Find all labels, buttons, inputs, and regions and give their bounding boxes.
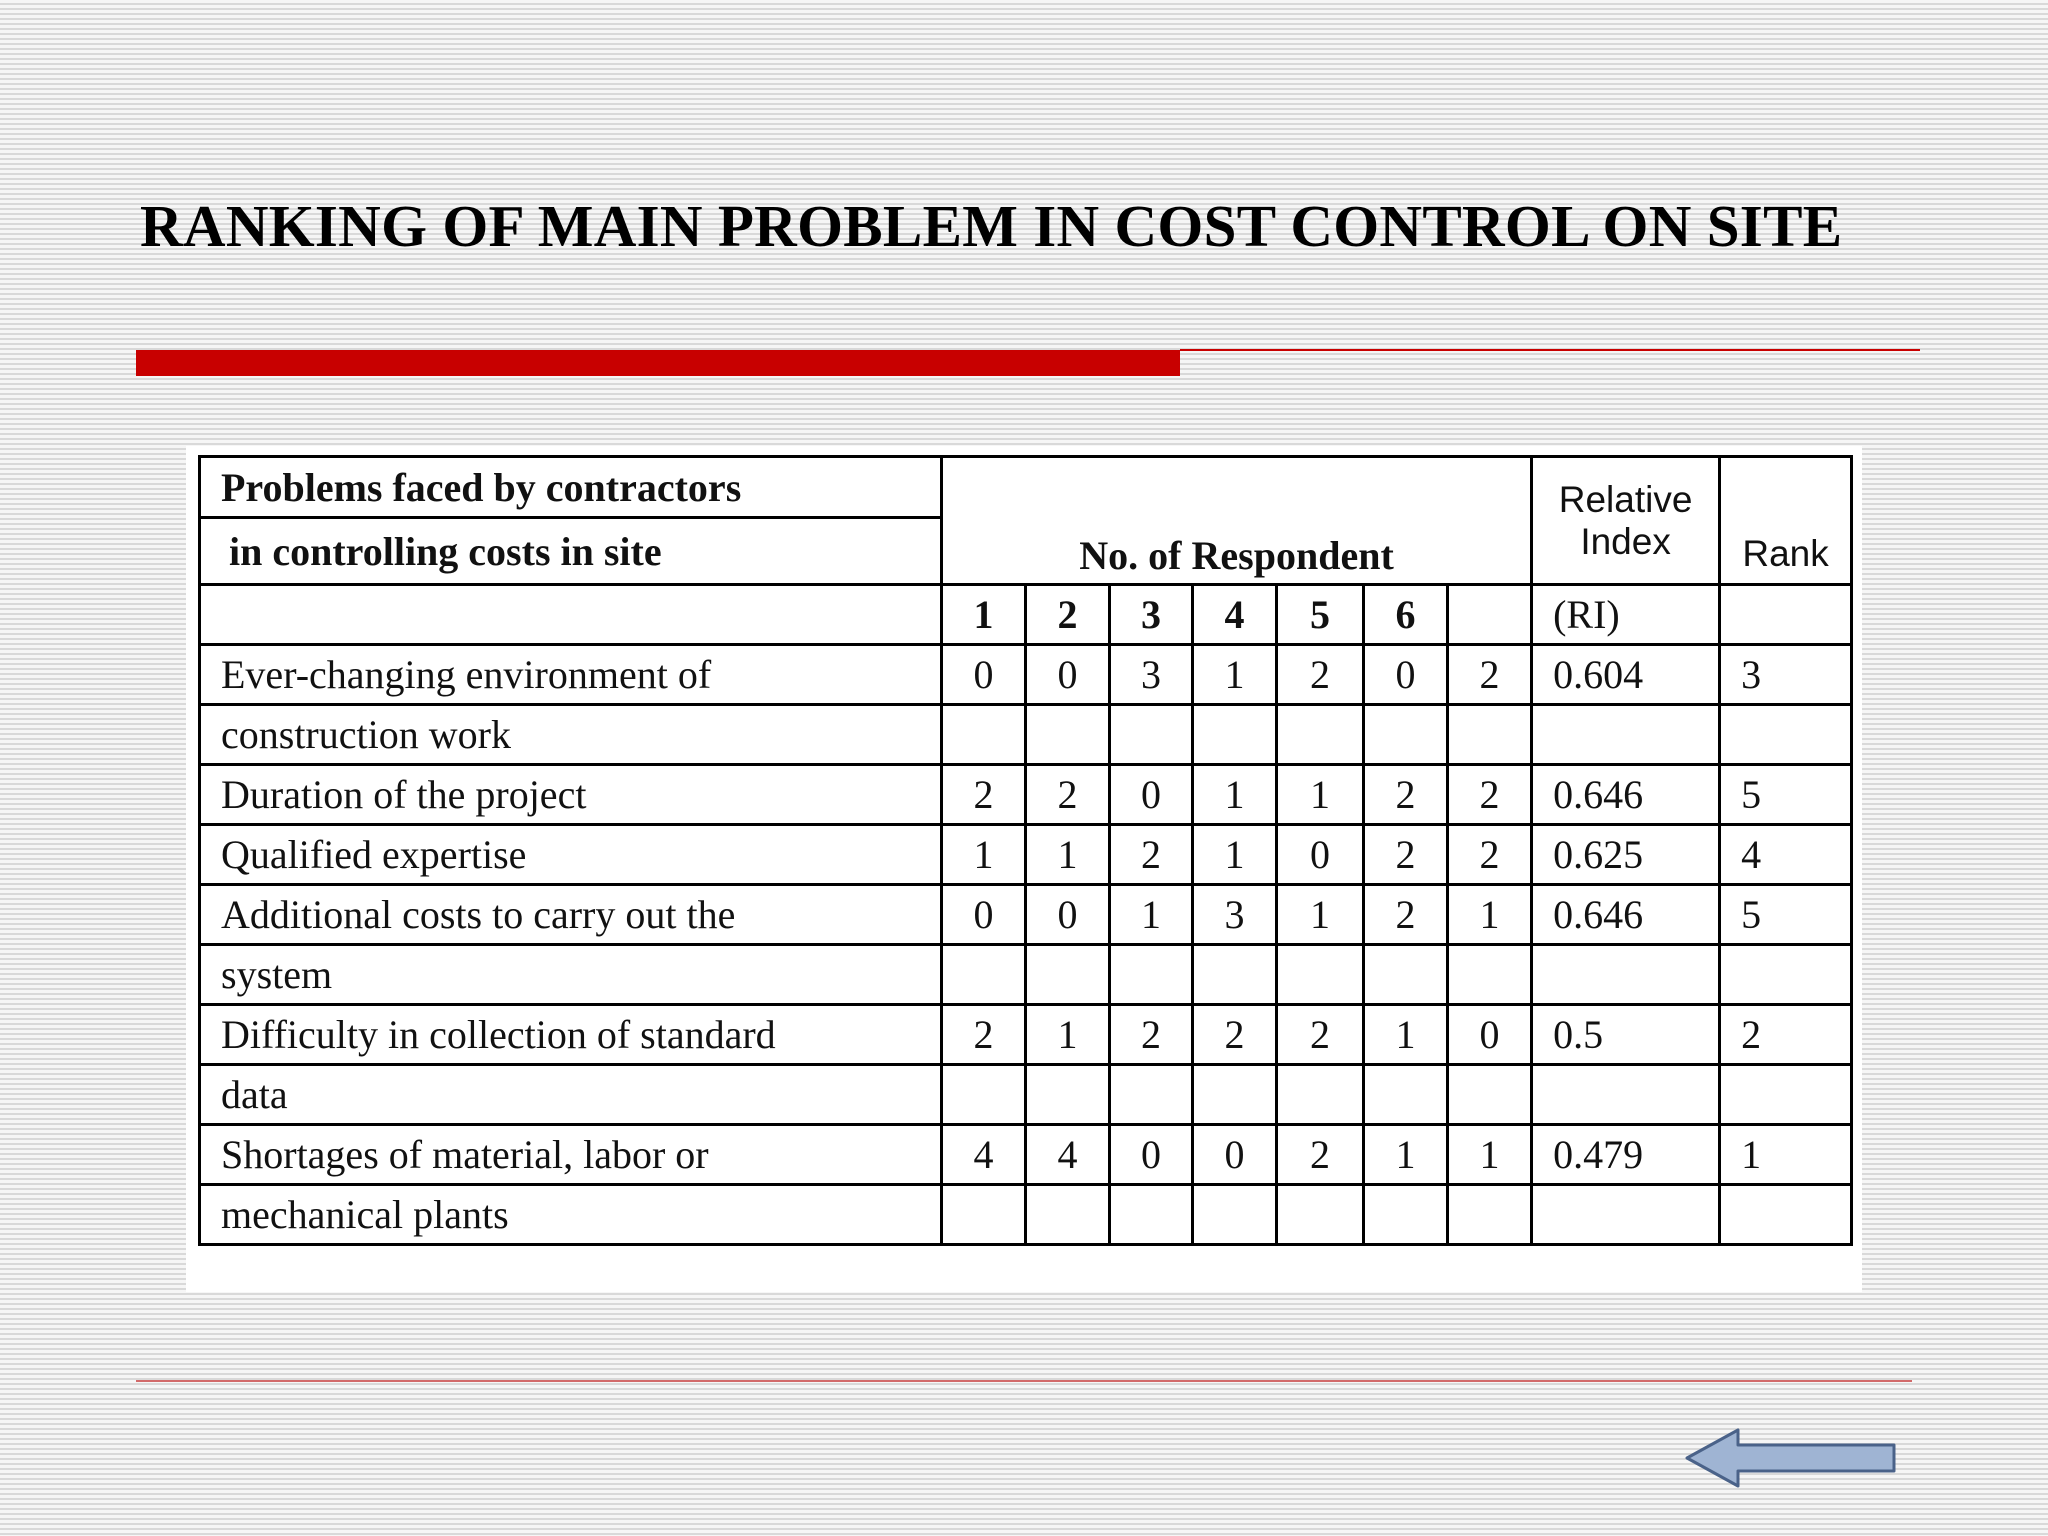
title-underline-thick bbox=[136, 350, 1180, 376]
header-empty-cell bbox=[1720, 585, 1852, 645]
respondent-count-cell: 1 bbox=[1364, 1005, 1448, 1065]
respondent-count-cell: 0 bbox=[1448, 1005, 1532, 1065]
relative-index-cell: 0.479 bbox=[1532, 1125, 1720, 1185]
respondent-count-cell bbox=[942, 1185, 1026, 1245]
respondent-count-cell: 2 bbox=[1277, 1005, 1364, 1065]
respondent-count-cell: 1 bbox=[1277, 765, 1364, 825]
respondent-count-cell bbox=[1193, 945, 1277, 1005]
respondent-count-cell: 2 bbox=[1277, 645, 1364, 705]
respondent-count-cell: 1 bbox=[1193, 825, 1277, 885]
problem-cell: Additional costs to carry out the bbox=[200, 885, 942, 945]
scale-label bbox=[1448, 585, 1532, 645]
problem-cell: Ever-changing environment of bbox=[200, 645, 942, 705]
relative-index-cell bbox=[1532, 1065, 1720, 1125]
respondent-count-cell bbox=[1193, 705, 1277, 765]
respondent-count-cell bbox=[1364, 705, 1448, 765]
problem-cell: Shortages of material, labor or bbox=[200, 1125, 942, 1185]
respondent-count-cell bbox=[1277, 705, 1364, 765]
header-respondents: No. of Respondent bbox=[942, 457, 1532, 585]
scale-label: 1 bbox=[942, 585, 1026, 645]
respondent-count-cell bbox=[1193, 1185, 1277, 1245]
scale-label: 5 bbox=[1277, 585, 1364, 645]
rank-cell bbox=[1720, 945, 1852, 1005]
respondent-count-cell bbox=[1364, 1065, 1448, 1125]
header-ri-line2: Index bbox=[1580, 520, 1671, 562]
respondent-count-cell bbox=[1448, 1065, 1532, 1125]
scale-label: 4 bbox=[1193, 585, 1277, 645]
respondent-count-cell: 2 bbox=[1448, 645, 1532, 705]
respondent-count-cell: 1 bbox=[1193, 645, 1277, 705]
respondent-count-cell bbox=[1448, 705, 1532, 765]
respondent-count-cell: 1 bbox=[1364, 1125, 1448, 1185]
table-row bbox=[200, 885, 1852, 945]
left-arrow-shape[interactable] bbox=[1687, 1430, 1894, 1486]
scale-label: 3 bbox=[1110, 585, 1193, 645]
respondent-count-cell: 1 bbox=[1110, 885, 1193, 945]
header-relative-index bbox=[1532, 457, 1720, 585]
respondent-count-cell: 1 bbox=[1193, 765, 1277, 825]
respondent-count-cell: 1 bbox=[1448, 1125, 1532, 1185]
respondent-count-cell: 2 bbox=[1448, 765, 1532, 825]
respondent-count-cell: 2 bbox=[1193, 1005, 1277, 1065]
rank-cell bbox=[1720, 705, 1852, 765]
header-ri-line1: Relative bbox=[1558, 478, 1693, 520]
problem-cell: Duration of the project bbox=[200, 765, 942, 825]
table-row bbox=[200, 1065, 1852, 1125]
relative-index-cell: 0.5 bbox=[1532, 1005, 1720, 1065]
respondent-count-cell bbox=[1026, 705, 1110, 765]
problem-cell: Difficulty in collection of standard bbox=[200, 1005, 942, 1065]
respondent-count-cell: 4 bbox=[942, 1125, 1026, 1185]
rank-cell: 5 bbox=[1720, 885, 1852, 945]
header-rank: Rank bbox=[1720, 457, 1852, 585]
header-row bbox=[200, 457, 1852, 518]
respondent-count-cell: 2 bbox=[1364, 765, 1448, 825]
header-problem-line2: in controlling costs in site bbox=[200, 518, 942, 585]
respondent-count-cell: 2 bbox=[942, 765, 1026, 825]
respondent-count-cell: 2 bbox=[942, 1005, 1026, 1065]
table-row bbox=[200, 1185, 1852, 1245]
scale-label: 6 bbox=[1364, 585, 1448, 645]
scale-label: 2 bbox=[1026, 585, 1110, 645]
respondent-count-cell bbox=[1364, 945, 1448, 1005]
respondent-count-cell bbox=[1448, 945, 1532, 1005]
header-ri-abbr: (RI) bbox=[1532, 585, 1720, 645]
relative-index-cell bbox=[1532, 1185, 1720, 1245]
header-empty-cell bbox=[200, 585, 942, 645]
respondent-count-cell: 0 bbox=[1110, 765, 1193, 825]
respondent-count-cell bbox=[1277, 945, 1364, 1005]
respondent-count-cell bbox=[1448, 1185, 1532, 1245]
respondent-count-cell: 2 bbox=[1448, 825, 1532, 885]
respondent-count-cell bbox=[1110, 1065, 1193, 1125]
respondent-count-cell bbox=[1277, 1185, 1364, 1245]
respondent-count-cell: 1 bbox=[1277, 885, 1364, 945]
respondent-count-cell: 2 bbox=[1277, 1125, 1364, 1185]
respondent-count-cell: 0 bbox=[942, 645, 1026, 705]
table-row bbox=[200, 1005, 1852, 1065]
respondent-count-cell: 2 bbox=[1364, 825, 1448, 885]
rank-cell: 4 bbox=[1720, 825, 1852, 885]
rank-cell: 3 bbox=[1720, 645, 1852, 705]
rank-cell bbox=[1720, 1065, 1852, 1125]
respondent-count-cell bbox=[1026, 1185, 1110, 1245]
respondent-count-cell: 0 bbox=[1110, 1125, 1193, 1185]
respondent-count-cell bbox=[942, 945, 1026, 1005]
respondent-count-cell: 0 bbox=[1026, 645, 1110, 705]
respondent-count-cell bbox=[1026, 1065, 1110, 1125]
respondent-count-cell: 0 bbox=[1364, 645, 1448, 705]
table-row bbox=[200, 765, 1852, 825]
respondent-count-cell: 1 bbox=[1448, 885, 1532, 945]
respondent-count-cell bbox=[1026, 945, 1110, 1005]
respondent-count-cell bbox=[1364, 1185, 1448, 1245]
ranking-table bbox=[198, 455, 1853, 1246]
rank-cell: 5 bbox=[1720, 765, 1852, 825]
table-row bbox=[200, 945, 1852, 1005]
respondent-count-cell bbox=[1277, 1065, 1364, 1125]
respondent-count-cell: 3 bbox=[1193, 885, 1277, 945]
respondent-count-cell: 2 bbox=[1110, 1005, 1193, 1065]
problem-cell: mechanical plants bbox=[200, 1185, 942, 1245]
slide-title: RANKING OF MAIN PROBLEM IN COST CONTROL ON SITE bbox=[140, 193, 1843, 259]
respondent-count-cell: 0 bbox=[942, 885, 1026, 945]
respondent-count-cell: 1 bbox=[1026, 1005, 1110, 1065]
problem-cell: construction work bbox=[200, 705, 942, 765]
relative-index-cell: 0.625 bbox=[1532, 825, 1720, 885]
relative-index-cell: 0.604 bbox=[1532, 645, 1720, 705]
respondent-count-cell: 4 bbox=[1026, 1125, 1110, 1185]
respondent-count-cell bbox=[942, 1065, 1026, 1125]
respondent-count-cell: 2 bbox=[1026, 765, 1110, 825]
problem-cell: Qualified expertise bbox=[200, 825, 942, 885]
respondent-count-cell: 2 bbox=[1110, 825, 1193, 885]
respondent-count-cell: 0 bbox=[1193, 1125, 1277, 1185]
relative-index-cell: 0.646 bbox=[1532, 765, 1720, 825]
respondent-count-cell bbox=[1193, 1065, 1277, 1125]
table-row bbox=[200, 705, 1852, 765]
footer-divider bbox=[136, 1380, 1912, 1382]
left-arrow-icon[interactable] bbox=[1684, 1428, 1898, 1488]
relative-index-cell: 0.646 bbox=[1532, 885, 1720, 945]
title-underline-thin bbox=[1180, 349, 1920, 351]
respondent-count-cell: 1 bbox=[1026, 825, 1110, 885]
rank-cell bbox=[1720, 1185, 1852, 1245]
respondent-count-cell: 0 bbox=[1026, 885, 1110, 945]
header-problem-line1: Problems faced by contractors bbox=[200, 457, 942, 518]
respondent-count-cell bbox=[1110, 945, 1193, 1005]
respondent-count-cell: 1 bbox=[942, 825, 1026, 885]
respondent-count-cell bbox=[1110, 1185, 1193, 1245]
problem-cell: system bbox=[200, 945, 942, 1005]
problem-cell: data bbox=[200, 1065, 942, 1125]
table-row bbox=[200, 645, 1852, 705]
table-row bbox=[200, 1125, 1852, 1185]
respondent-count-cell bbox=[942, 705, 1026, 765]
relative-index-cell bbox=[1532, 705, 1720, 765]
respondent-count-cell: 2 bbox=[1364, 885, 1448, 945]
respondent-count-cell: 3 bbox=[1110, 645, 1193, 705]
relative-index-cell bbox=[1532, 945, 1720, 1005]
respondent-count-cell: 0 bbox=[1277, 825, 1364, 885]
rank-cell: 1 bbox=[1720, 1125, 1852, 1185]
rank-cell: 2 bbox=[1720, 1005, 1852, 1065]
header-scale-row bbox=[200, 585, 1852, 645]
respondent-count-cell bbox=[1110, 705, 1193, 765]
table-row bbox=[200, 825, 1852, 885]
